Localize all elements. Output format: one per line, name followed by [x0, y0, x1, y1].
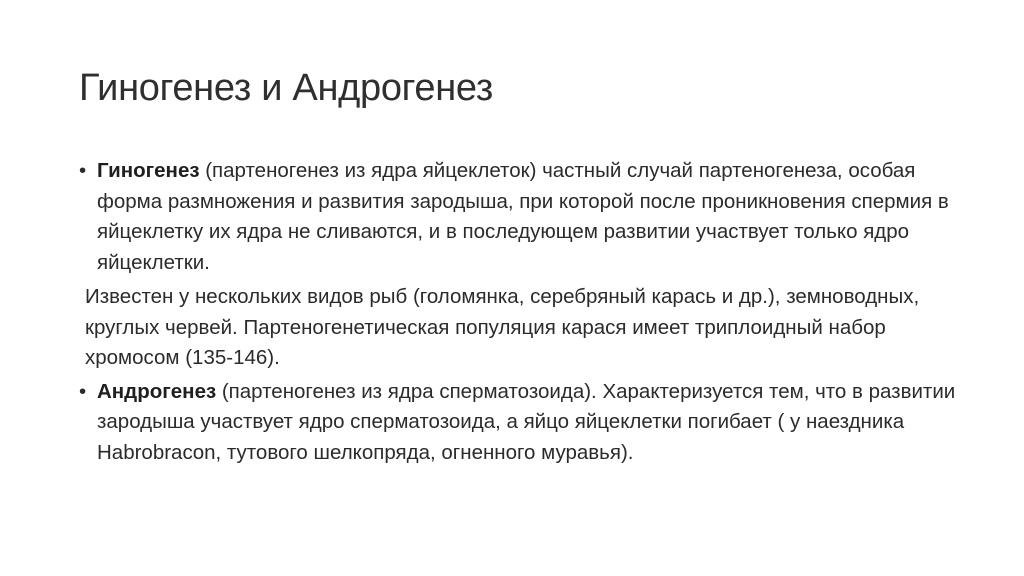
term-gynogenesis: Гиногенез	[97, 159, 200, 182]
slide-body	[79, 156, 959, 468]
bullet-item-gynogenesis	[79, 156, 959, 278]
bullet-icon: •	[79, 379, 87, 403]
slide-title: Гиногенез и Андрогенез	[79, 67, 494, 109]
bullet-item-androgenesis	[79, 377, 959, 469]
paragraph-species: Известен у нескольких видов рыб (голомянка, серебряный карась и др.), земноводных, круглых червей. Партеногенетическая популяция карася имеет триплоидный набор хромосом (135-146).	[85, 285, 920, 369]
bullet-icon: •	[79, 159, 87, 182]
androgenesis-description: (партеногенез из ядра сперматозоида). Характеризуется тем, что в развитии зародыша участвует ядро сперматозоида, а яйцо яйцеклетки погибает ( у наездника Habrobracon, тутового шелкопряда, огненного муравья).	[97, 379, 956, 464]
term-androgenesis: Андрогенез	[97, 379, 217, 403]
gynogenesis-description: (партеногенез из ядра яйцеклеток) частный случай партеногенеза, особая форма размножения и развития зародыша, при которой после проникновения спермия в яйцеклетку их ядра не сливаются, и в последующем развитии участвует только ядро яйцеклетки.	[97, 159, 949, 274]
